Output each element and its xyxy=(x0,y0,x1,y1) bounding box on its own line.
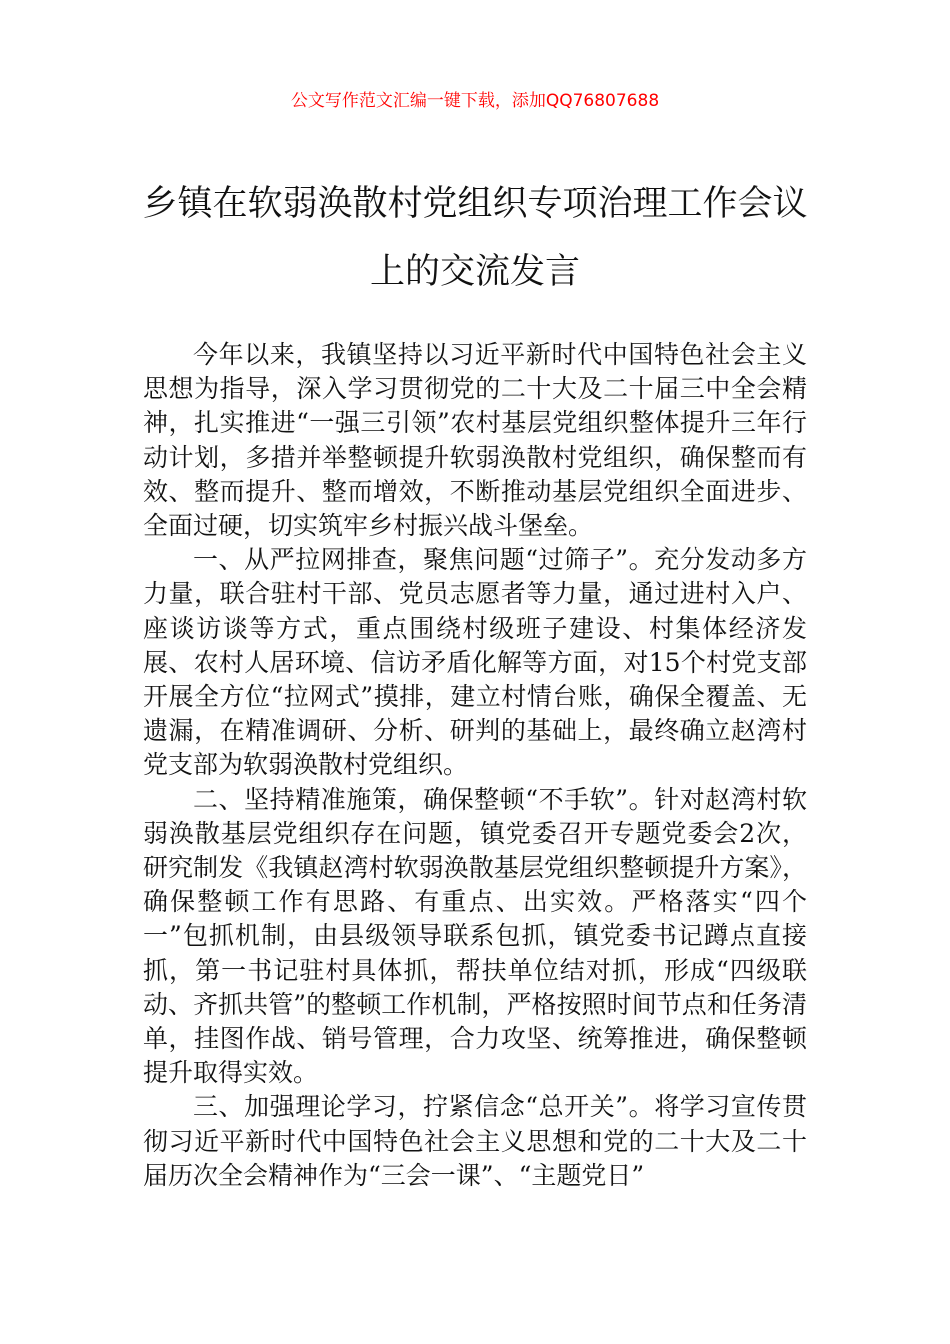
document-body xyxy=(143,338,807,1193)
paragraph-section-1: 一、从严拉网排查，聚焦问题“过筛子”。充分发动多方力量，联合驻村干部、党员志愿者等力量，通过进村入户、座谈访谈等方式，重点围绕村级班子建设、村集体经济发展、农村人居环境、信访矛盾化解等方面，对15个村党支部开展全方位“拉网式”摸排，建立村情台账，确保全覆盖、无遗漏，在精准调研、分析、研判的基础上，最终确立赵湾村党支部为软弱涣散村党组织。 xyxy=(143,545,807,780)
paragraph-intro: 今年以来，我镇坚持以习近平新时代中国特色社会主义思想为指导，深入学习贯彻党的二十大及二十届三中全会精神，扎实推进“一强三引领”农村基层党组织整体提升三年行动计划，多措并举整顿提升软弱涣散村党组织，确保整而有效、整而提升、整而增效，不断推动基层党组织全面进步、全面过硬，切实筑牢乡村振兴战斗堡垒。 xyxy=(143,340,807,541)
paragraph-section-2: 二、坚持精准施策，确保整顿“不手软”。针对赵湾村软弱涣散基层党组织存在问题，镇党委召开专题党委会2次，研究制发《我镇赵湾村软弱涣散基层党组织整顿提升方案》，确保整顿工作有思路、有重点、出实效。严格落实“四个一”包抓机制，由县级领导联系包抓，镇党委书记蹲点直接抓，第一书记驻村具体抓，帮扶单位结对抓，形成“四级联动、齐抓共管”的整顿工作机制，严格按照时间节点和任务清单，挂图作战、销号管理，合力攻坚、统筹推进，确保整顿提升取得实效。 xyxy=(143,784,807,1088)
document-title: 乡镇在软弱涣散村党组织专项治理工作会议上的交流发言 xyxy=(142,184,808,292)
paragraph-section-3: 三、加强理论学习，拧紧信念“总开关”。将学习宣传贯彻习近平新时代中国特色社会主义思想和党的二十大及二十届历次全会精神作为“三会一课”、“主题党日” xyxy=(143,1092,807,1190)
download-notice: 公文写作范文汇编一键下载，添加QQ76807688 xyxy=(290,91,660,111)
